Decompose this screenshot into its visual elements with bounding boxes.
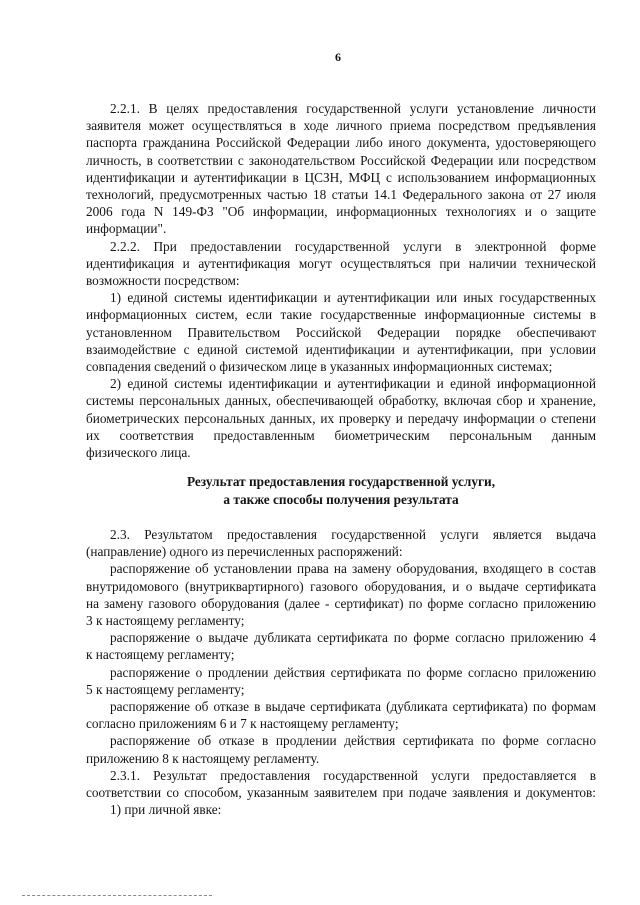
paragraph-line: 2.2.2. При предоставлении государственной услуги в электронной форме — [110, 238, 596, 254]
text-block-top — [86, 100, 596, 461]
paragraph-line: совпадения сведений о физическом лице в указанных информационных системах; — [86, 359, 553, 375]
paragraph-line: 5 к настоящему регламенту; — [86, 681, 245, 697]
paragraph-line: личность, в соответствии с законодательством Российской Федерации или посредством — [86, 152, 596, 168]
paragraph-line: физического лица. — [86, 445, 191, 461]
paragraph-line: распоряжение о выдаче дубликата сертификата по форме согласно приложению 4 — [110, 630, 596, 646]
paragraph-line: 2.3. Результатом предоставления государственной услуги является выдача — [110, 527, 596, 542]
paragraph-line: приложению 8 к настоящему регламенту. — [86, 750, 320, 766]
paragraph — [86, 560, 596, 629]
paragraph — [86, 767, 596, 801]
paragraph-line: 2.3.1. Результат предоставления государственной услуги предоставляется в — [110, 767, 596, 783]
paragraph-line: технологий, предусмотренных частью 18 статьи 14.1 Федерального закона от 27 июля — [86, 187, 596, 203]
paragraph-line: распоряжение о продлении действия сертификата по форме согласно приложению — [110, 664, 596, 680]
paragraph — [86, 664, 596, 698]
paragraph — [86, 698, 596, 732]
paragraph-line: 2) единой системы идентификации и аутентификации и единой информационной — [110, 376, 596, 392]
paragraph — [86, 629, 596, 663]
paragraph-line: внутридомового (внутриквартирного) газового оборудования, и о выдаче сертификата — [86, 578, 596, 594]
page-number: 6 — [335, 50, 341, 64]
paragraph-line: согласно приложениям 6 и 7 к настоящему регламенту; — [86, 716, 399, 732]
paragraph-line: 1) единой системы идентификации и аутентификации или иных государственных — [110, 290, 596, 306]
paragraph — [86, 801, 596, 818]
heading-line: Результат предоставления государственной услуги, — [186, 474, 496, 489]
paragraph-line: 1) при личной явке: — [110, 802, 222, 818]
paragraph-line: идентификация и аутентификация могут осуществляться при наличии технической — [86, 255, 596, 271]
paragraph-line: на замену газового оборудования (далее - сертификат) по форме согласно приложению — [86, 595, 596, 611]
text-block-bottom — [86, 526, 596, 818]
paragraph-line: распоряжение об отказе в выдаче сертификата (дубликата сертификата) по формам — [110, 699, 596, 715]
paragraph-line: 2006 года N 149-ФЗ "Об информации, информационных технологиях и о защите — [86, 204, 596, 220]
paragraph-line: идентификации и аутентификации в ЦСЗН, МФЦ с использованием информационных — [86, 169, 596, 185]
paragraph — [86, 289, 596, 375]
paragraph-line: информационных систем, если такие государственные информационные системы в — [86, 307, 596, 323]
paragraph-line: заявителя может осуществляться в ходе личного приема посредством предъявления — [86, 118, 596, 134]
paragraph-line: соответствии со способом, указанным заявителем при подаче заявления и документов: — [86, 785, 596, 801]
paragraph-line: распоряжение об отказе в продлении действия сертификата по форме согласно — [110, 733, 596, 749]
heading-line: а также способы получения результата — [223, 492, 459, 507]
paragraph-line: информации". — [86, 221, 167, 237]
paragraph-line: к настоящему регламенту; — [86, 647, 235, 663]
paragraph-line: биометрических персональных данных, их проверку и передачу информации о степени — [86, 410, 596, 426]
paragraph-line: распоряжение об установлении права на замену оборудования, входящего в состав — [110, 561, 596, 577]
paragraph — [86, 238, 596, 290]
section-heading — [86, 473, 596, 509]
paragraph-line: паспорта гражданина Российской Федерации либо иного документа, удостоверяющего — [86, 135, 596, 151]
footer-rule — [22, 895, 212, 896]
paragraph-line: (направление) одного из перечисленных распоряжений: — [86, 544, 403, 560]
paragraph — [86, 375, 596, 461]
paragraph-line: 3 к настоящему регламенту; — [86, 613, 245, 629]
paragraph-line: взаимодействие с единой системой идентификации и аутентификации, при условии — [86, 341, 596, 357]
paragraph-line: их соответствия предоставленным биометрическим персональным данным — [86, 427, 596, 443]
paragraph-line: установленном Правительством Российской Федерации порядке обеспечивают — [86, 324, 596, 340]
paragraph — [86, 732, 596, 766]
paragraph — [86, 100, 596, 238]
paragraph-line: системы персональных данных, обеспечивающей обработку, включая сбор и хранение, — [86, 393, 596, 409]
paragraph-line: 2.2.1. В целях предоставления государственной услуги установление личности — [110, 101, 596, 116]
paragraph — [86, 526, 596, 560]
paragraph-line: возможности посредством: — [86, 273, 240, 289]
